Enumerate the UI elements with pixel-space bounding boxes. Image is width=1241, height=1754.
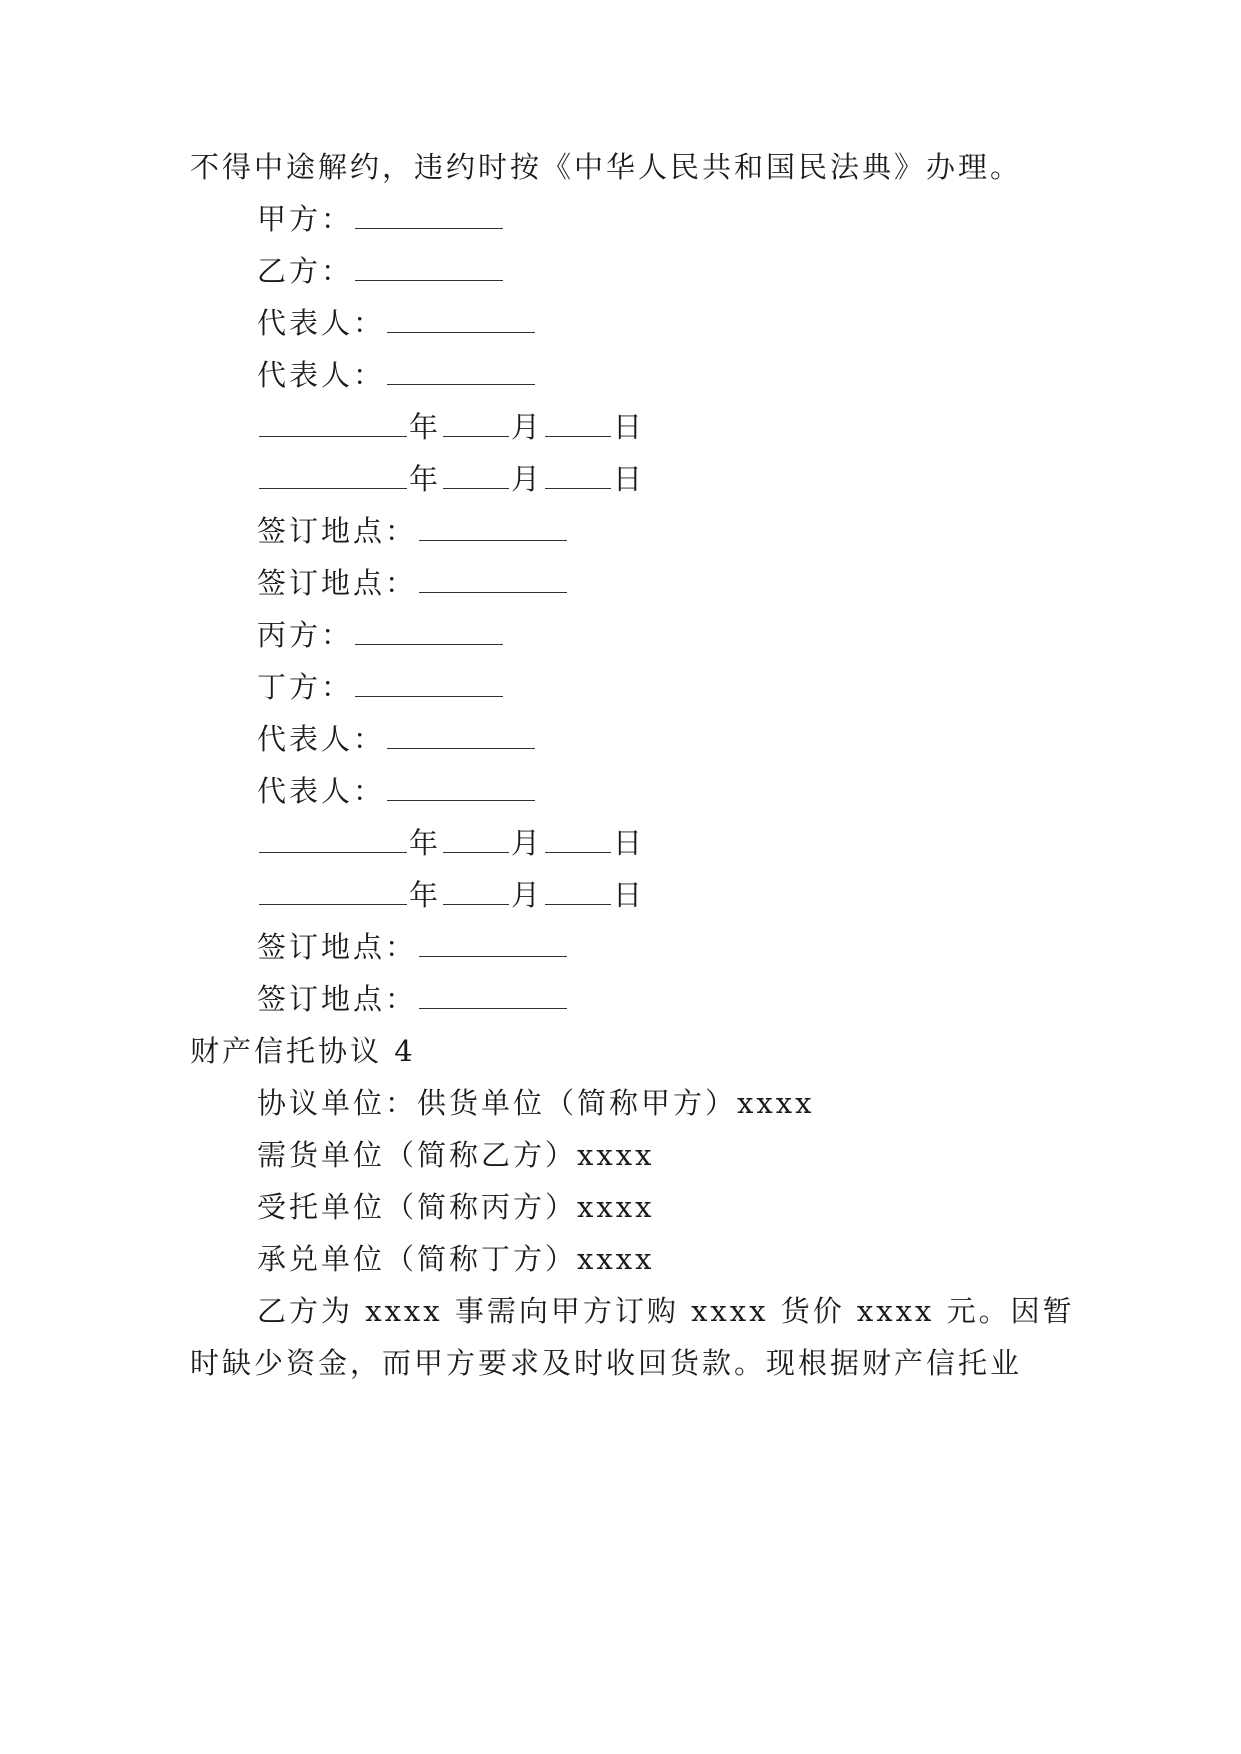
party-c-label: 丙方： [257, 618, 354, 652]
month-blank[interactable] [443, 462, 509, 489]
signing-place-label: 签订地点： [257, 982, 418, 1016]
date-field [257, 407, 645, 447]
party-c-field [257, 615, 505, 655]
section-title: 财产信托协议 4 [190, 1034, 416, 1068]
unit-line: 需货单位（简称乙方）xxxx [257, 1138, 655, 1172]
representative-blank[interactable] [387, 722, 535, 749]
party-a-field [257, 199, 505, 239]
day-label: 日 [613, 878, 646, 912]
day-label: 日 [613, 462, 646, 496]
month-label: 月 [511, 826, 544, 860]
year-label: 年 [409, 462, 442, 496]
party-b-label: 乙方： [257, 254, 354, 288]
signing-place-field [257, 927, 569, 967]
unit-line: 受托单位（简称丙方）xxxx [257, 1190, 655, 1224]
body-paragraph-line: 乙方为 xxxx 事需向甲方订购 xxxx 货价 xxxx 元。因暂 [257, 1294, 1075, 1328]
signing-place-label: 签订地点： [257, 566, 418, 600]
signing-place-field [257, 979, 569, 1019]
year-blank[interactable] [259, 410, 407, 437]
date-field [257, 459, 645, 499]
party-b-blank[interactable] [355, 254, 503, 281]
day-blank[interactable] [545, 410, 611, 437]
signing-place-field [257, 511, 569, 551]
day-label: 日 [613, 410, 646, 444]
month-label: 月 [511, 878, 544, 912]
day-blank[interactable] [545, 826, 611, 853]
year-label: 年 [409, 878, 442, 912]
representative-label: 代表人： [257, 306, 386, 340]
signing-place-blank[interactable] [419, 930, 567, 957]
representative-field [257, 355, 537, 395]
party-d-blank[interactable] [355, 670, 503, 697]
day-label: 日 [613, 826, 646, 860]
body-paragraph-line: 时缺少资金，而甲方要求及时收回货款。现根据财产信托业 [190, 1346, 1023, 1380]
party-a-blank[interactable] [355, 202, 503, 229]
signing-place-blank[interactable] [419, 982, 567, 1009]
month-blank[interactable] [443, 410, 509, 437]
representative-blank[interactable] [387, 358, 535, 385]
unit-line: 承兑单位（简称丁方）xxxx [257, 1242, 655, 1276]
year-blank[interactable] [259, 878, 407, 905]
date-field [257, 875, 645, 915]
signing-place-label: 签订地点： [257, 514, 418, 548]
party-d-label: 丁方： [257, 670, 354, 704]
signing-place-label: 签订地点： [257, 930, 418, 964]
representative-label: 代表人： [257, 774, 386, 808]
date-field [257, 823, 645, 863]
year-blank[interactable] [259, 826, 407, 853]
day-blank[interactable] [545, 878, 611, 905]
month-label: 月 [511, 462, 544, 496]
day-blank[interactable] [545, 462, 611, 489]
representative-blank[interactable] [387, 306, 535, 333]
signing-place-field [257, 563, 569, 603]
party-a-label: 甲方： [257, 202, 354, 236]
representative-label: 代表人： [257, 722, 386, 756]
representative-label: 代表人： [257, 358, 386, 392]
year-label: 年 [409, 826, 442, 860]
month-blank[interactable] [443, 878, 509, 905]
month-label: 月 [511, 410, 544, 444]
party-b-field [257, 251, 505, 291]
party-c-blank[interactable] [355, 618, 503, 645]
representative-field [257, 719, 537, 759]
year-label: 年 [409, 410, 442, 444]
representative-field [257, 303, 537, 343]
signing-place-blank[interactable] [419, 514, 567, 541]
contract-clause-line: 不得中途解约，违约时按《中华人民共和国民法典》办理。 [190, 150, 1023, 184]
year-blank[interactable] [259, 462, 407, 489]
representative-field [257, 771, 537, 811]
representative-blank[interactable] [387, 774, 535, 801]
month-blank[interactable] [443, 826, 509, 853]
unit-line: 协议单位：供货单位（简称甲方）xxxx [257, 1086, 815, 1120]
signing-place-blank[interactable] [419, 566, 567, 593]
party-d-field [257, 667, 505, 707]
